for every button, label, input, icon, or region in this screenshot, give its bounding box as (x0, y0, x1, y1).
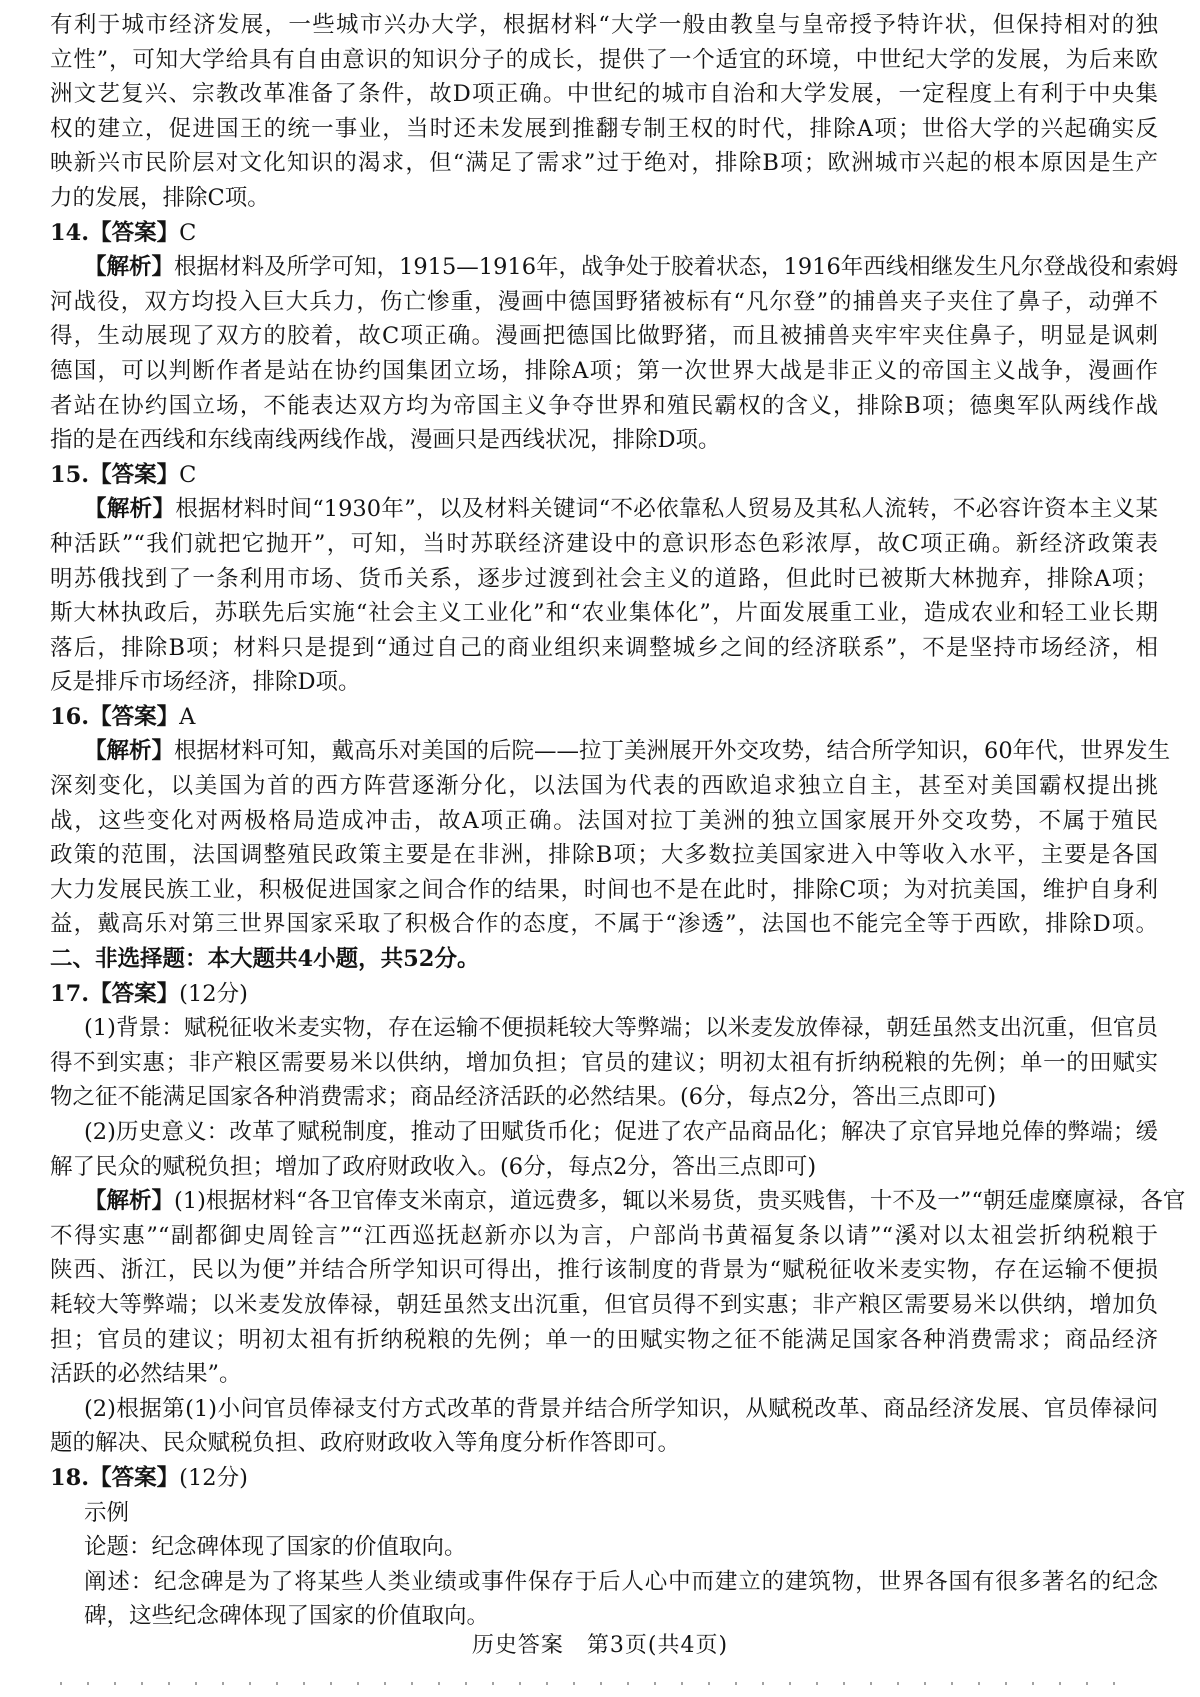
answer-value: A (179, 703, 196, 730)
question-number: 16. (50, 703, 90, 730)
page-content (50, 8, 1186, 1634)
text-line: 政策的范围，法国调整殖民政策主要是在非洲，排除B项；大多数拉美国家进入中等收入水平，主要是各国 (50, 842, 1158, 869)
question-number: 18. (50, 1464, 90, 1491)
answer-value: C (179, 461, 197, 488)
q13-analysis-continuation (50, 8, 1158, 216)
text-line: 种活跃”“我们就把它抛开”，可知，当时苏联经济建设中的意识形态色彩浓厚，故C项正确。新经济政策表 (50, 530, 1158, 557)
text-line: 担；官员的建议；明初太祖有折纳税粮的先例；单一的田赋实物之征不能满足国家各种消费需求；商品经济 (50, 1326, 1158, 1353)
analysis-text: 根据材料可知，戴高乐对美国的后院——拉丁美洲展开外交攻势，结合所学知识，60年代，世界发生 (174, 738, 1171, 765)
answer-label: 【答案】 (89, 461, 180, 488)
question-number: 15. (50, 461, 90, 488)
question-18 (50, 1461, 1158, 1634)
example-label: 示例 (84, 1499, 130, 1526)
analysis-line (50, 1184, 1186, 1219)
answer-line (50, 977, 1158, 1012)
text-line: 斯大林执政后，苏联先后实施“社会主义工业化”和“农业集体化”，片面发展重工业，造成农业和轻工业长期 (50, 600, 1158, 627)
answer-text-line: (1)背景：赋税征收米麦实物，存在运输不便损耗较大等弊端；以米麦发放俸禄，朝廷虽然支出沉重，但官员 (84, 1015, 1158, 1042)
text-line: 者站在协约国立场，不能表达双方均为帝国主义争夺世界和殖民霸权的含义，排除B项；德奥军队两线作战 (50, 392, 1158, 419)
analysis-line (50, 734, 1171, 769)
answer-label: 【答案】 (89, 1464, 180, 1491)
scan-edge-artifact (60, 1682, 1140, 1685)
analysis-text: 根据材料时间“1930年”，以及材料关键词“不必依靠私人贸易及其私人流转，不必容许资本主义某 (175, 496, 1158, 523)
text-line: 活跃的必然结果”。 (50, 1361, 242, 1388)
answer-text-line: 得不到实惠；非产粮区需要易米以供纳，增加负担；官员的建议；明初太祖有折纳税粮的先例；单一的田赋实 (50, 1049, 1158, 1076)
analysis-text: 根据材料及所学可知，1915—1916年，战争处于胶着状态，1916年西线相继发生凡尔登战役和索姆 (174, 254, 1179, 281)
text-line: 得，生动展现了双方的胶着，故C项正确。漫画把德国比做野猪，而且被捕兽夹牢牢夹住鼻子，明显是讽刺 (50, 323, 1158, 350)
text-line: 不得实惠”“副都御史周铨言”“江西巡抚赵新亦以为言，户部尚书黄福复条以请”“溪对以太祖尝折纳税粮于 (50, 1222, 1158, 1249)
question-17 (50, 977, 1186, 1461)
answer-label: 【答案】 (89, 219, 180, 246)
answer-label: 【答案】 (89, 703, 180, 730)
answer-value: C (179, 219, 197, 246)
answer-line (50, 700, 1158, 735)
section-heading: 二、非选择题：本大题共4小题，共52分。 (50, 946, 480, 973)
score: (12分) (179, 980, 248, 1007)
question-number: 17. (50, 980, 90, 1007)
elaboration-line: 碑，这些纪念碑体现了国家的价值取向。 (84, 1603, 490, 1630)
text-line: 题的解决、民众赋税负担、政府财政收入等角度分析作答即可。 (50, 1430, 681, 1457)
question-14 (50, 216, 1179, 458)
question-15 (50, 458, 1158, 700)
text-line: 益，戴高乐对第三世界国家采取了积极合作的态度，不属于“渗透”，法国也不能完全等于西欧，排除D项。 (50, 911, 1158, 938)
text-line: 耗较大等弊端；以米麦发放俸禄，朝廷虽然支出沉重，但官员得不到实惠；非产粮区需要易米以供纳，增加负 (50, 1291, 1158, 1318)
text-line: 河战役，双方均投入巨大兵力，伤亡惨重，漫画中德国野猪被标有“凡尔登”的捕兽夹子夹住了鼻子，动弹不 (50, 288, 1158, 315)
text-line: 映新兴市民阶层对文化知识的渴求，但“满足了需求”过于绝对，排除B项；欧洲城市兴起的根本原因是生产 (50, 150, 1158, 177)
answer-line (50, 216, 1158, 251)
text-line: 陕西、浙江，民以为便”并结合所学知识可得出，推行该制度的背景为“赋税征收米麦实物，存在运输不便损 (50, 1257, 1158, 1284)
text-line: 指的是在西线和东线南线两线作战，漫画只是西线状况，排除D项。 (50, 427, 721, 454)
answer-text-line: (2)历史意义：改革了赋税制度，推动了田赋货币化；促进了农产品商品化；解决了京官异地兑俸的弊端；缓 (84, 1119, 1158, 1145)
analysis-label: 【解析】 (84, 1188, 175, 1215)
analysis-line (50, 250, 1179, 285)
text-line: 落后，排除B项；材料只是提到“通过自己的商业组织来调整城乡之间的经济联系”，不是坚持市场经济，相 (50, 634, 1158, 661)
thesis-line: 论题：纪念碑体现了国家的价值取向。 (84, 1534, 467, 1561)
score: (12分) (179, 1464, 248, 1491)
text-line: 明苏俄找到了一条利用市场、货币关系，逐步过渡到社会主义的道路，但此时已被斯大林抛弃，排除A项； (50, 565, 1158, 592)
analysis-text: (1)根据材料“各卫官俸支米南京，道远费多，辄以米易货，贵买贱售，十不及一”“朝廷虚糜廪禄，各官 (174, 1188, 1186, 1215)
text-line: 战，这些变化对两极格局造成冲击，故A项正确。法国对拉丁美洲的独立国家展开外交攻势，不属于殖民 (50, 807, 1158, 834)
analysis-line (50, 492, 1158, 527)
answer-text-line: 解了民众的赋税负担；增加了政府财政收入。(6分，每点2分，答出三点即可) (50, 1153, 817, 1180)
text-line: 大力发展民族工业，积极促进国家之间合作的结果，时间也不是在此时，排除C项；为对抗美国，维护自身利 (50, 876, 1158, 903)
text-line: 立性”，可知大学给具有自由意识的知识分子的成长，提供了一个适宜的环境，中世纪大学的发展，为后来欧 (50, 46, 1158, 73)
text-line: 洲文艺复兴、宗教改革准备了条件，故D项正确。中世纪的城市自治和大学发展，一定程度上有利于中央集 (50, 81, 1158, 108)
elaboration-line: 阐述：纪念碑是为了将某些人类业绩或事件保存于后人心中而建立的建筑物，世界各国有很多著名的纪念 (84, 1568, 1158, 1595)
answer-label: 【答案】 (89, 980, 180, 1007)
page-footer: 历史答案 第3页(共4页) (471, 1633, 729, 1658)
text-line: 德国，可以判断作者是站在协约国集团立场，排除A项；第一次世界大战是非正义的帝国主义战争，漫画作 (50, 357, 1158, 384)
analysis-label: 【解析】 (84, 254, 175, 281)
answer-text-line: 物之征不能满足国家各种消费需求；商品经济活跃的必然结果。(6分，每点2分，答出三点即可) (50, 1084, 997, 1111)
text-line: (2)根据第(1)小问官员俸禄支付方式改革的背景并结合所学知识，从赋税改革、商品经济发展、官员俸禄问 (84, 1395, 1158, 1422)
text-line: 权的建立，促进国王的统一事业，当时还未发展到推翻专制王权的时代，排除A项；世俗大学的兴起确实反 (50, 115, 1158, 142)
text-line: 深刻变化，以美国为首的西方阵营逐渐分化，以法国为代表的西欧追求独立自主，甚至对美国霸权提出挑 (50, 773, 1158, 800)
text-line: 力的发展，排除C项。 (50, 184, 270, 211)
text-line: 有利于城市经济发展，一些城市兴办大学，根据材料“大学一般由教皇与皇帝授予特许状，但保持相对的独 (50, 12, 1158, 38)
answer-line (50, 458, 1158, 493)
question-number: 14. (50, 219, 90, 246)
analysis-label: 【解析】 (84, 496, 176, 523)
analysis-label: 【解析】 (84, 738, 175, 765)
answer-line (50, 1461, 1158, 1496)
text-line: 反是排斥市场经济，排除D项。 (50, 669, 361, 696)
question-16 (50, 700, 1171, 942)
